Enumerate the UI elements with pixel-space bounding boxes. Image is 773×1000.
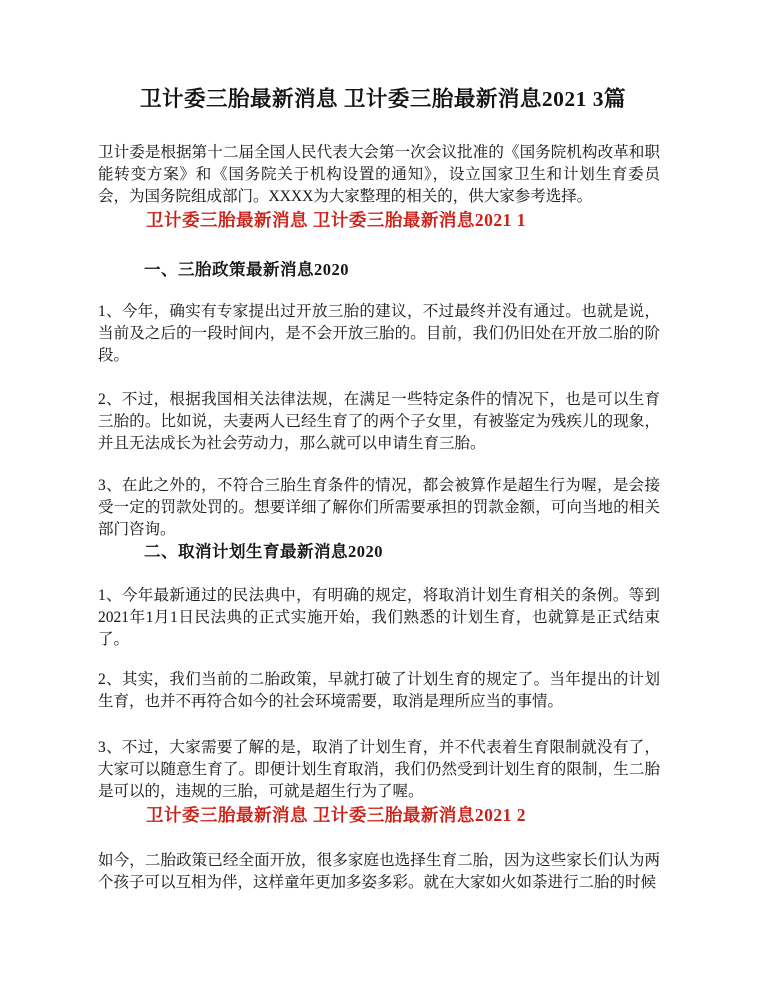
sub-heading-three-child-policy: 一、三胎政策最新消息2020 <box>144 260 349 279</box>
paragraph-second-article-intro: 如今，二胎政策已经全面开放，很多家庭也选择生育二胎，因为这些家长们认为两个孩子可以互相为伴，这样童年更加多姿多彩。就在大家如火如荼进行二胎的时候 <box>98 852 660 891</box>
paragraph-cancel-2: 2、其实，我们当前的二胎政策，早就打破了计划生育的规定了。当年提出的计划生育，也并不再符合如今的社会环境需要，取消是理所应当的事情。 <box>98 671 660 710</box>
red-section-heading-2: 卫计委三胎最新消息 卫计委三胎最新消息2021 2 <box>146 805 526 825</box>
red-section-heading-1: 卫计委三胎最新消息 卫计委三胎最新消息2021 1 <box>146 210 526 230</box>
paragraph-cancel-1: 1、今年最新通过的民法典中，有明确的规定，将取消计划生育相关的条例。等到2021年1月1日民法典的正式实施开始，我们熟悉的计划生育，也就算是正式结束了。 <box>98 587 660 648</box>
sub-heading-cancel-family-planning: 二、取消计划生育最新消息2020 <box>144 542 383 561</box>
paragraph-policy-3: 3、在此之外的，不符合三胎生育条件的情况，都会被算作是超生行为喔，是会接受一定的罚款处罚的。想要详细了解你们所需要承担的罚款金额，可向当地的相关部门咨询。 <box>98 477 660 538</box>
intro-paragraph: 卫计委是根据第十二届全国人民代表大会第一次会议批准的《国务院机构改革和职能转变方案》和《国务院关于机构设置的通知》，设立国家卫生和计划生育委员会，为国务院组成部门。XXXX为大家整理的相关的，供大家参考选择。 <box>98 144 660 205</box>
paragraph-policy-1: 1、今年，确实有专家提出过开放三胎的建议，不过最终并没有通过。也就是说，当前及之后的一段时间内，是不会开放三胎的。目前，我们仍旧处在开放二胎的阶段。 <box>98 303 660 364</box>
paragraph-cancel-3: 3、不过，大家需要了解的是，取消了计划生育，并不代表着生育限制就没有了，大家可以随意生育了。即便计划生育取消，我们仍然受到计划生育的限制，生二胎是可以的，违规的三胎，可就是超生行为了喔。 <box>98 739 660 800</box>
page-title: 卫计委三胎最新消息 卫计委三胎最新消息2021 3篇 <box>139 87 626 111</box>
paragraph-policy-2: 2、不过，根据我国相关法律法规，在满足一些特定条件的情况下，也是可以生育三胎的。比如说，夫妻两人已经生育了的两个子女里，有被鉴定为残疾儿的现象，并且无法成长为社会劳动力，那么就可以申请生育三胎。 <box>98 391 660 452</box>
